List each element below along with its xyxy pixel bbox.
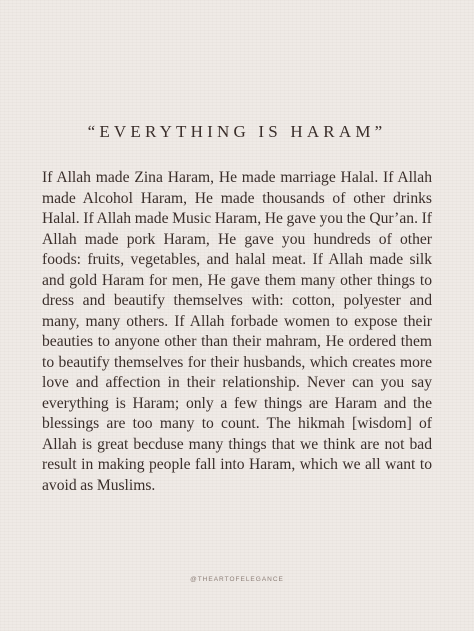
- author-handle: @THEARTOFELEGANCE: [190, 576, 284, 583]
- quote-title: “EVERYTHING IS HARAM”: [87, 122, 387, 141]
- quote-body: If Allah made Zina Haram, He made marriage Halal. If Allah made Alcohol Haram, He made thousands of other drinks Halal. If Allah made Music Haram, He gave you the Qur’an. If Allah made pork Haram, He gave you hundreds of other foods: fruits, vegetables, and halal meat. If Allah made silk and gold Haram for men, He gave them many other things to dress and beautify themselves with: cotton, polyester and many, many others. If Allah forbade women to expose their beauties to anyone other than their mahram, He ordered them to beautify themselves for their husbands, which creates more love and affection in their relationship. Never can you say everything is Haram; only a few things are Haram and the blessings are too many to count. The hikmah [wisdom] of Allah is great becduse many things that we think are not bad result in making people fall into Haram, which we all want to avoid as Muslims.: [42, 169, 432, 494]
